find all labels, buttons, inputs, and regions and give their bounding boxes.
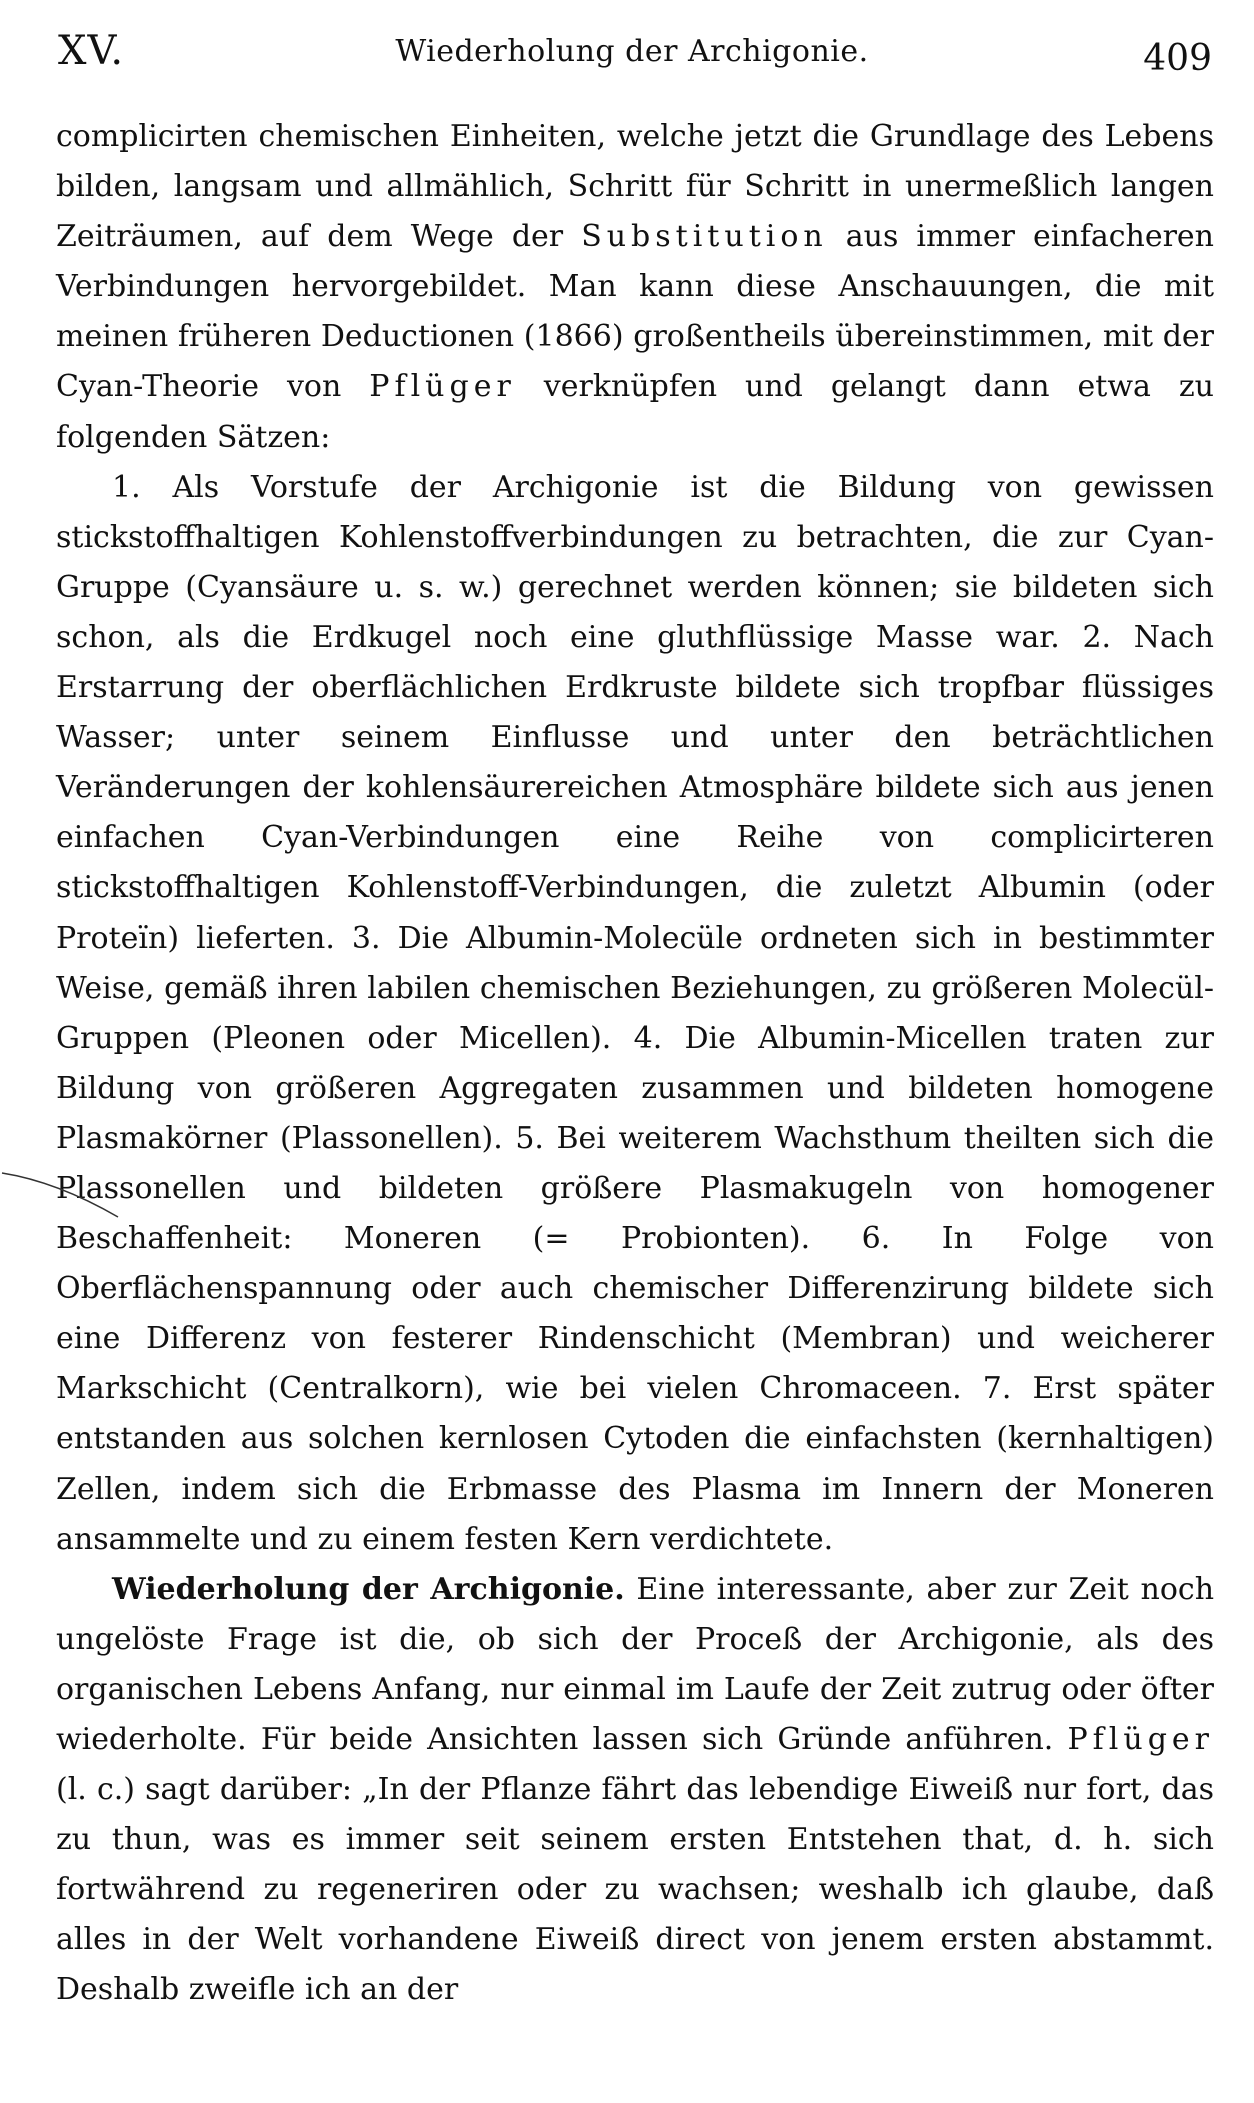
- text-run: Eine interessante, aber zur Zeit noch ungelöste Frage ist die, ob sich der Proceß der Archigonie, als des organischen Lebens Anfang, nur einmal im Laufe der Zeit zutrug oder öfter wiederholte. Für beide Ansichten lassen sich Gründe anführen.: [56, 1571, 1215, 1757]
- paragraph-1: [56, 112, 1214, 463]
- text-run: verknüpfen und gelangt dann etwa zu folgenden Sätzen:: [56, 369, 1214, 455]
- chapter-number: XV.: [58, 28, 125, 74]
- text-run: (l. c.) sagt darüber: „In der Pflanze fährt das lebendige Eiweiß nur fort, das zu thun, was es immer seit seinem ersten Entstehen that, d. h. sich fortwährend zu regeneriren oder zu wachsen; weshalb ich glaube, daß alles in der Welt vorhandene Eiweiß direct von jenem ersten abstammt. Deshalb zweifle ich an der: [56, 1772, 1214, 2008]
- section-heading: Wiederholung der Archigonie.: [112, 1571, 625, 1607]
- page-number: 409: [1143, 38, 1212, 79]
- body-text: [56, 112, 1214, 2016]
- emphasis-author-name: Pflüger: [1067, 1722, 1214, 1757]
- text-run: aus immer einfacheren Verbindungen hervorgebildet. Man kann diese Anschauungen, die mit meinen früheren Deductionen (1866) großentheils übereinstimmen, mit der Cyan-Theorie von: [56, 219, 1214, 405]
- emphasis-substitution: Substitution: [581, 219, 828, 255]
- paragraph-2-numbered-theses: 1. Als Vorstufe der Archigonie ist die Bildung von gewissen stickstoffhaltigen Kohlenstoffverbindungen zu betrachten, die zur Cyan-Gruppe (Cyansäure u. s. w.) gerechnet werden können; sie bildeten sich schon, als die Erdkugel noch eine gluthflüssige Masse war. 2. Nach Erstarrung der oberflächlichen Erdkruste bildete sich tropfbar flüssiges Wasser; unter seinem Einflusse und unter den beträchtlichen Veränderungen der kohlensäurereichen Atmosphäre bildete sich aus jenen einfachen Cyan-Verbindungen eine Reihe von complicirteren stickstoffhaltigen Kohlenstoff-Verbindungen, die zuletzt Albumin (oder Proteïn) lieferten. 3. Die Albumin-Molecüle ordneten sich in bestimmter Weise, gemäß ihren labilen chemischen Beziehungen, zu größeren Molecül-Gruppen (Pleonen oder Micellen). 4. Die Albumin-Micellen traten zur Bildung von größeren Aggregaten zusammen und bildeten homogene Plasmakörner (Plassonellen). 5. Bei weiterem Wachsthum theilten sich die Plassonellen und bildeten größere Plasmakugeln von homogener Beschaffenheit: Moneren (= Probionten). 6. In Folge von Oberflächenspannung oder auch chemischer Differenzirung bildete sich eine Differenz von festerer Rindenschicht (Membran) und weicherer Markschicht (Centralkorn), wie bei vielen Chromaceen. 7. Erst später entstanden aus solchen kernlosen Cytoden die einfachsten (kernhaltigen) Zellen, indem sich die Erbmasse des Plasma im Innern der Moneren ansammelte und zu einem festen Kern verdichtete.: [56, 469, 1214, 1557]
- text-run: complicirten chemischen Einheiten, welche jetzt die Grundlage des Lebens bilden, langsam und allmählich, Schritt für Schritt in unermeßlich langen Zeiträumen, auf dem Wege der: [56, 119, 1214, 255]
- page-header: [52, 28, 1212, 88]
- emphasis-author-name: Pflüger: [369, 369, 516, 405]
- running-title: Wiederholung der Archigonie.: [395, 34, 869, 69]
- pencil-stroke-mark: [0, 1165, 150, 1225]
- paragraph-3: [56, 1565, 1214, 2016]
